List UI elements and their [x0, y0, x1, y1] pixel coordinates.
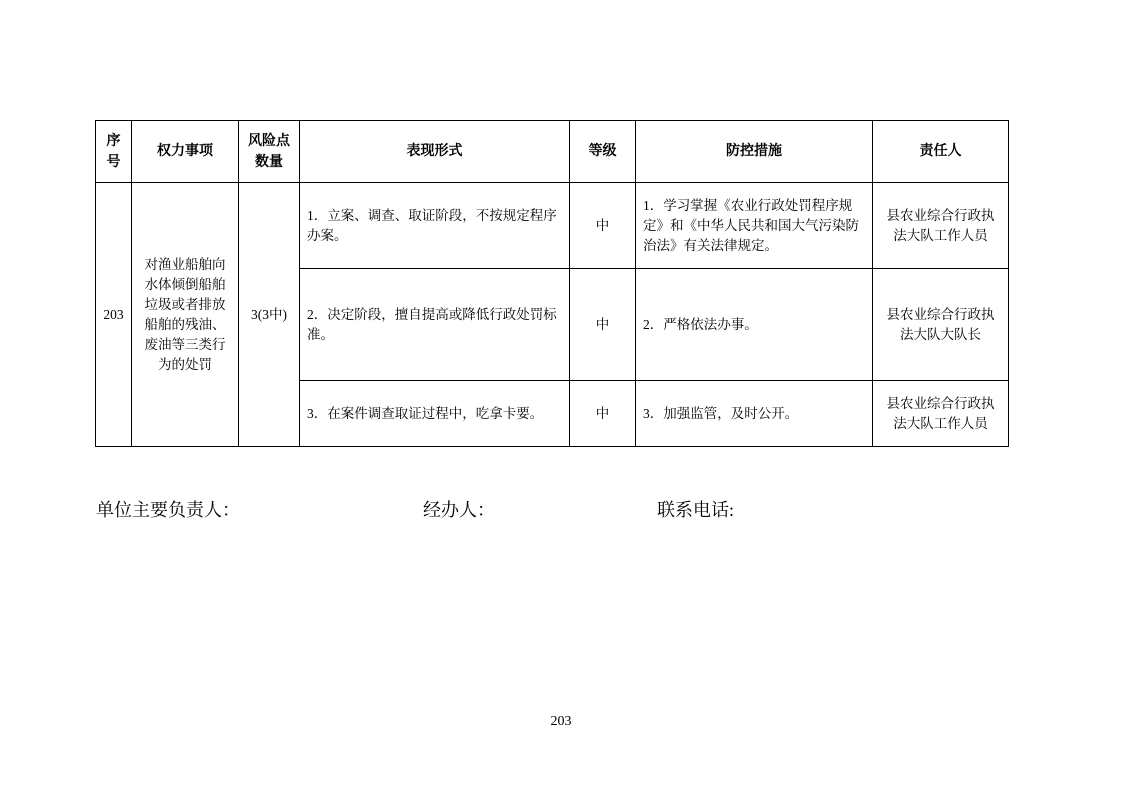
header-owner: 责任人 — [873, 121, 1009, 183]
table-row — [96, 183, 1009, 269]
risk-form: 1．立案、调查、取证阶段，不按规定程序办案。 — [300, 183, 570, 269]
table-header-row — [96, 121, 1009, 183]
risk-level: 中 — [570, 381, 636, 447]
item-risk-count: 3(3中) — [239, 183, 300, 447]
risk-owner: 县农业综合行政执法大队工作人员 — [873, 381, 1009, 447]
header-power-item: 权力事项 — [132, 121, 239, 183]
risk-form: 3．在案件调查取证过程中，吃拿卡要。 — [300, 381, 570, 447]
risk-control-table — [95, 120, 1009, 447]
risk-owner: 县农业综合行政执法大队工作人员 — [873, 183, 1009, 269]
header-seq: 序号 — [96, 121, 132, 183]
risk-measure: 2．严格依法办事。 — [636, 269, 873, 381]
header-level: 等级 — [570, 121, 636, 183]
risk-measure: 3．加强监管，及时公开。 — [636, 381, 873, 447]
header-form: 表现形式 — [300, 121, 570, 183]
header-risk-count: 风险点数量 — [239, 121, 300, 183]
risk-measure: 1．学习掌握《农业行政处罚程序规定》和《中华人民共和国大气污染防治法》有关法律规定。 — [636, 183, 873, 269]
risk-level: 中 — [570, 269, 636, 381]
item-power: 对渔业船舶向水体倾倒船舶垃圾或者排放船舶的残油、废油等三类行为的处罚 — [132, 183, 239, 447]
phone-label: 联系电话: — [657, 500, 735, 520]
risk-level: 中 — [570, 183, 636, 269]
leader-label: 单位主要负责人： — [96, 500, 240, 520]
header-measure: 防控措施 — [636, 121, 873, 183]
page-number: 203 — [550, 714, 572, 729]
handler-label: 经办人： — [423, 500, 495, 520]
risk-owner: 县农业综合行政执法大队大队长 — [873, 269, 1009, 381]
item-seq: 203 — [96, 183, 132, 447]
risk-form: 2．决定阶段，擅自提高或降低行政处罚标准。 — [300, 269, 570, 381]
